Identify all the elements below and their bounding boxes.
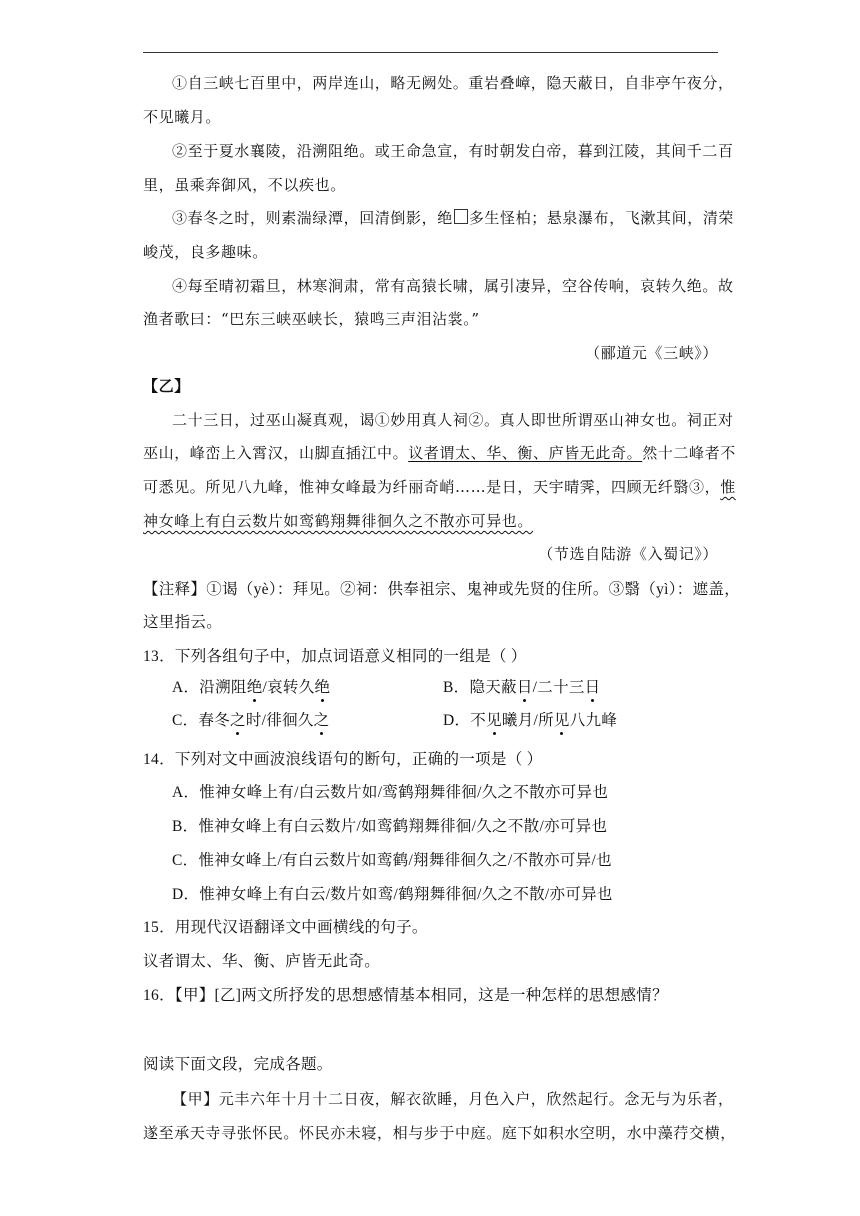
note-line2: 这里指云。 [143, 614, 223, 631]
yi-line1: 二十三日，过巫山凝真观，谒①妙用真人祠②。真人即世所谓巫山神女也。祠正对 [172, 411, 734, 429]
wavy-sentence-start: 惟 [720, 478, 736, 496]
q13-d-mid: 曦月/所 [501, 712, 554, 729]
q13-c-mid: 时/徘徊久 [245, 712, 314, 729]
q15-stem: 15．用现代汉语翻译文中画横线的句子。 [143, 919, 428, 936]
next-jia-line1: 【甲】元丰六年十月十二日夜，解衣欲睡，月色入户，欣然起行。念无与为乐者， [172, 1090, 734, 1108]
q13-a-dotted-2: 绝 [314, 679, 331, 696]
yi-line3-text: 可悉见。所见八九峰，惟神女峰最为纤丽奇峭……是日，天宇晴霁，四顾无纤翳③， [143, 478, 721, 496]
jia-p2-line2: 里，虽乘奔御风，不以疾也。 [143, 176, 346, 194]
jia-p4-line1: ④每至晴初霜旦，林寒涧肃，常有高猿长啸，属引凄异，空谷传响，哀转久绝。故 [172, 277, 734, 295]
q13-d-dotted-1: 见 [486, 712, 502, 729]
q14-option-a[interactable]: A．惟神女峰上有/白云数片如/鸾鹤翔舞徘徊/久之不散亦可异也 [172, 784, 609, 801]
q13-option-d[interactable] [443, 712, 617, 730]
underlined-sentence: 议者谓太、华、衡、庐皆无此奇。 [408, 444, 643, 462]
next-jia-line2: 遂至承天寺寻张怀民。怀民亦未寝，相与步于中庭。庭下如积水空明，水中藻荇交横， [143, 1124, 736, 1142]
yi-line2 [143, 444, 736, 462]
q13-option-b[interactable] [443, 679, 600, 697]
wavy-sentence: 神女峰上有白云数片如鸾鹤翔舞徘徊久之不散亦可异也。 [143, 512, 534, 530]
jia-p2-line1: ②至于夏水襄陵，沿溯阻绝。或王命急宣，有时朝发白帝，暮到江陵，其间千二百 [172, 142, 734, 160]
header-rule [143, 52, 718, 53]
q14-option-d[interactable]: D．惟神女峰上有白云/数片如鸾/鹤翔舞徘徊/久之不散/亦可异也 [172, 886, 613, 903]
q13-a-pre: A．沿溯阻 [172, 679, 247, 696]
q13-option-c[interactable] [172, 712, 329, 730]
q13-d-post: 八九峰 [569, 712, 618, 729]
jia-p3-text-a: ③春冬之时，则素湍绿潭，回清倒影，绝 [172, 209, 453, 227]
q13-b-dotted-2: 日 [584, 679, 601, 696]
q14-option-b[interactable]: B．惟神女峰上有白云数片/如鸾鹤翔舞徘徊/久之不散/亦可异也 [172, 818, 608, 835]
q13-stem: 13．下列各组句子中，加点词语意义相同的一组是（ ） [143, 648, 527, 665]
q13-a-mid: /哀转久 [262, 679, 315, 696]
yi-heading: 【乙】 [143, 377, 190, 395]
jia-p3-line1 [172, 209, 734, 227]
yi-line4 [143, 512, 533, 530]
q13-c-dotted-2: 之 [313, 712, 330, 729]
yi-source: （节选自陆游《入蜀记》） [538, 545, 718, 563]
q13-d-pre: D．不 [443, 712, 487, 729]
jia-p3-text-b: 多生怪柏；悬泉瀑布，飞漱其间，清荣 [468, 209, 735, 227]
yi-line2-text-b: 然十二峰者不 [642, 444, 736, 462]
q15-sentence: 议者谓太、华、衡、庐皆无此奇。 [143, 953, 381, 970]
q13-b-pre: B．隐天蔽 [443, 679, 517, 696]
q13-option-a[interactable] [172, 679, 330, 697]
q13-c-dotted-1: 之 [230, 712, 246, 729]
jia-p1-line1: ①自三峡七百里中，两岸连山，略无阙处。重岩叠嶂，隐天蔽日，自非亭午夜分， [172, 74, 734, 92]
q13-d-dotted-2: 见 [553, 712, 570, 729]
q13-b-dotted-1: 日 [516, 679, 533, 696]
jia-p1-line2: 不见曦月。 [143, 108, 222, 126]
q14-stem: 14．下列对文中画波浪线语句的断句，正确的一项是（ ） [143, 751, 543, 768]
jia-p3-line2: 峻茂，良多趣味。 [143, 243, 268, 261]
note-line1: 【注释】①谒（yè）：拜见。②祠：供奉祖宗、鬼神或先贤的住所。③翳（yì）：遮盖， [143, 581, 740, 598]
yi-line2-text-a: 巫山，峰峦上入霄汉，山脚直插江中。 [143, 444, 409, 462]
q13-c-pre: C．春冬 [172, 712, 231, 729]
missing-character-box [454, 209, 468, 224]
q13-a-dotted-1: 绝 [246, 679, 263, 696]
q16-stem: 16．【甲】[乙]两文所抒发的思想感情基本相同，这是一种怎样的思想感情？ [143, 987, 668, 1004]
jia-p4-line2: 渔者歌曰：“巴东三峡巫峡长，猿鸣三声泪沾裳。” [143, 310, 480, 328]
yi-line3 [143, 478, 736, 496]
q13-b-mid: /二十三 [532, 679, 585, 696]
jia-source: （郦道元《三峡》） [585, 344, 718, 362]
q14-option-c[interactable]: C．惟神女峰上/有白云数片如鸾鹤/翔舞徘徊久之/不散亦可异/也 [172, 852, 612, 869]
next-section-intro: 阅读下面文段，完成各题。 [143, 1056, 333, 1073]
